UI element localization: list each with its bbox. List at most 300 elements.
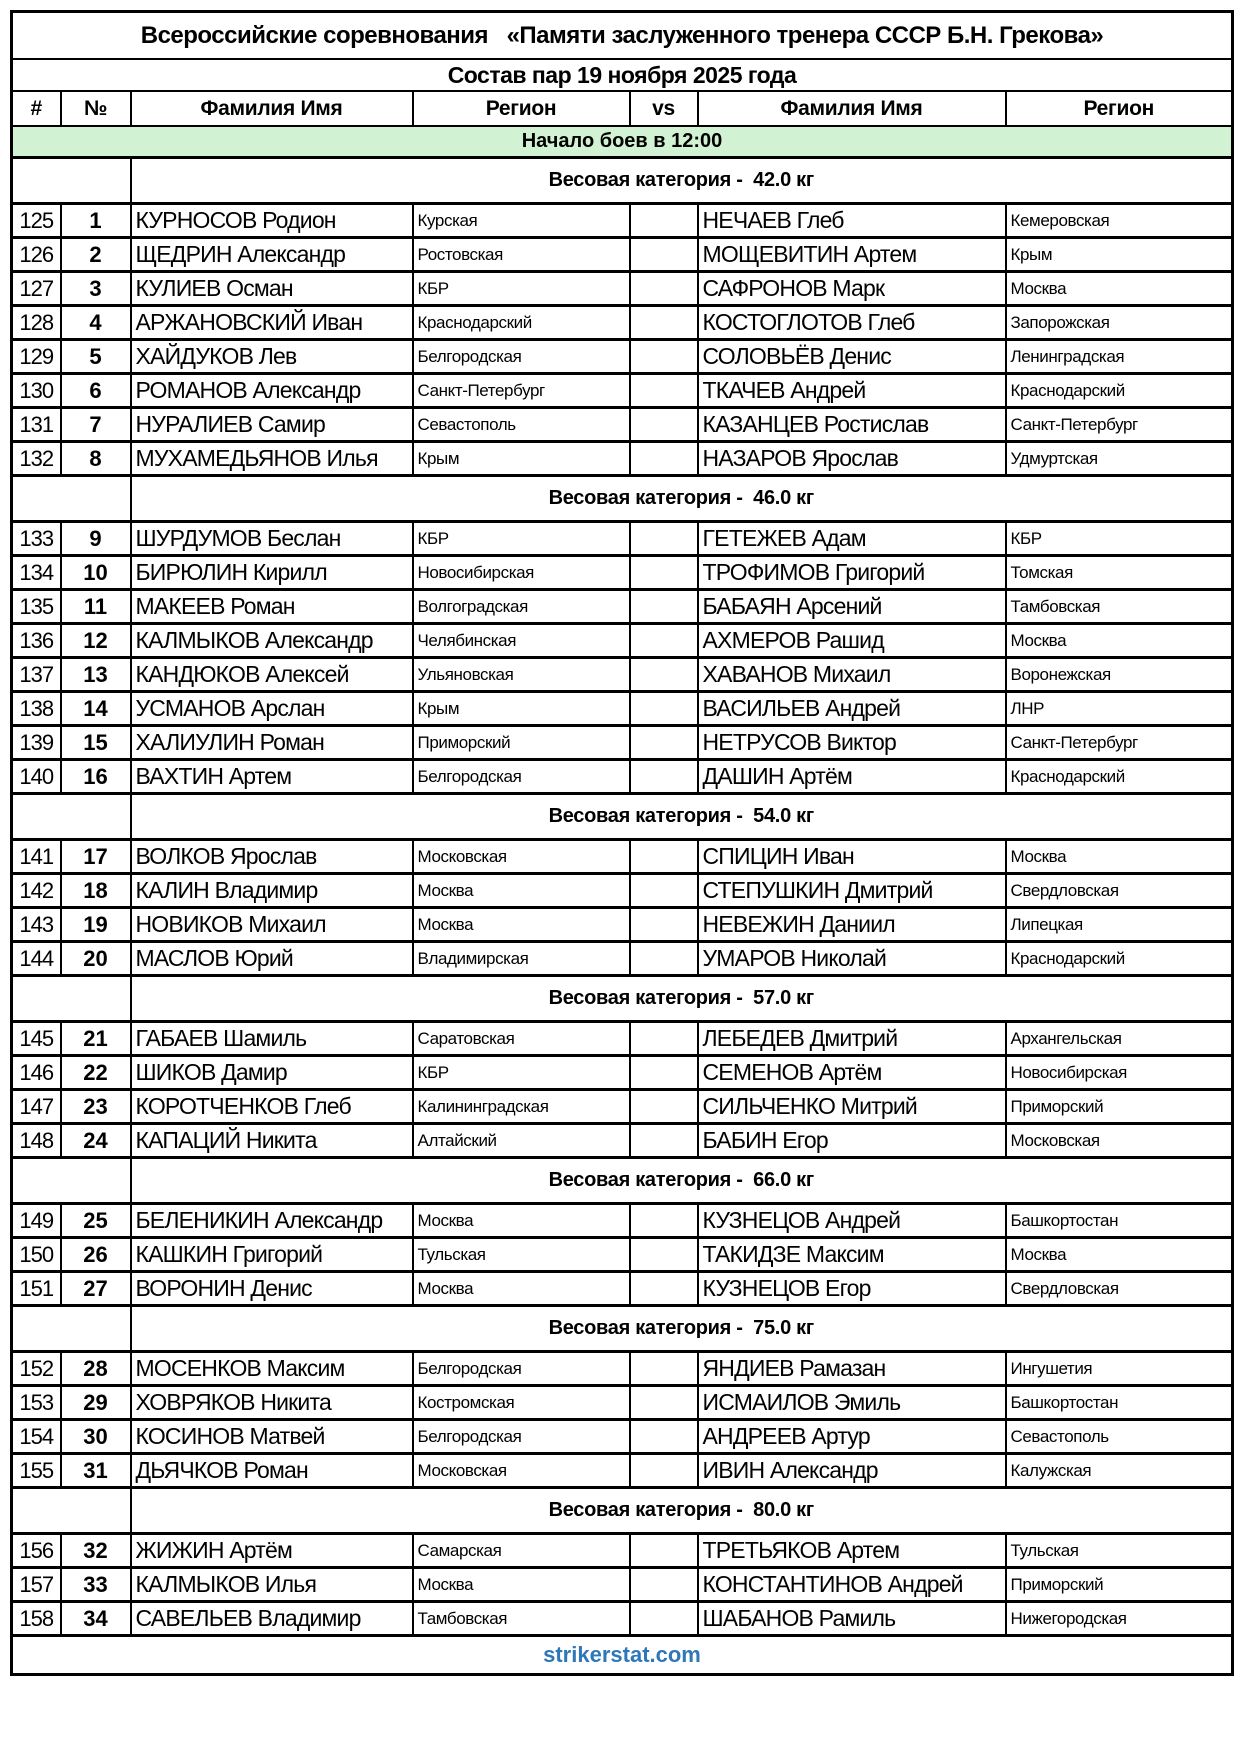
pair-number-cell: 24 [61, 1124, 131, 1158]
bout-row [12, 1352, 1233, 1386]
blue-fighter-name: СОЛОВЬЁВ Денис [698, 340, 1006, 374]
weight-category-title: Весовая категория - 66.0 кг [131, 1158, 1233, 1204]
blue-fighter-name: ШАБАНОВ Рамиль [698, 1602, 1006, 1636]
footer-link[interactable]: strikerstat.com [543, 1642, 701, 1667]
red-fighter-name: РОМАНОВ Александр [131, 374, 413, 408]
vs-cell [630, 874, 698, 908]
blue-fighter-region: Запорожская [1006, 306, 1233, 340]
blue-fighter-region: Удмуртская [1006, 442, 1233, 476]
red-fighter-name: МАКЕЕВ Роман [131, 590, 413, 624]
vs-cell [630, 1124, 698, 1158]
vs-cell [630, 272, 698, 306]
bout-number-cell: 151 [12, 1272, 61, 1306]
pair-number-cell: 17 [61, 840, 131, 874]
red-fighter-region: Санкт-Петербург [413, 374, 630, 408]
blue-fighter-region: Крым [1006, 238, 1233, 272]
bout-row [12, 908, 1233, 942]
vs-cell [630, 1386, 698, 1420]
pairs-table [10, 10, 1234, 1676]
bout-number-cell: 136 [12, 624, 61, 658]
red-fighter-region: Москва [413, 1204, 630, 1238]
red-fighter-region: Приморский [413, 726, 630, 760]
red-fighter-name: КОРОТЧЕНКОВ Глеб [131, 1090, 413, 1124]
bout-number-cell: 134 [12, 556, 61, 590]
vs-cell [630, 1454, 698, 1488]
bout-number-cell: 138 [12, 692, 61, 726]
bout-row [12, 408, 1233, 442]
bout-row [12, 840, 1233, 874]
bout-number-cell: 142 [12, 874, 61, 908]
pair-number-cell: 13 [61, 658, 131, 692]
bout-row [12, 1056, 1233, 1090]
bout-row [12, 1534, 1233, 1568]
weight-category-title: Весовая категория - 80.0 кг [131, 1488, 1233, 1534]
bout-row [12, 1386, 1233, 1420]
red-fighter-region: Московская [413, 840, 630, 874]
red-fighter-name: АРЖАНОВСКИЙ Иван [131, 306, 413, 340]
weight-category-row [12, 476, 1233, 522]
red-fighter-region: Севастополь [413, 408, 630, 442]
bout-number-cell: 154 [12, 1420, 61, 1454]
bout-row [12, 1602, 1233, 1636]
blue-fighter-name: КУЗНЕЦОВ Андрей [698, 1204, 1006, 1238]
footer-cell [12, 1636, 1233, 1675]
start-time-banner: Начало боев в 12:00 [12, 126, 1233, 158]
bout-row [12, 624, 1233, 658]
red-fighter-name: КОСИНОВ Матвей [131, 1420, 413, 1454]
blue-fighter-name: НАЗАРОВ Ярослав [698, 442, 1006, 476]
vs-cell [630, 204, 698, 238]
blue-fighter-region: Свердловская [1006, 874, 1233, 908]
blue-fighter-region: Калужская [1006, 1454, 1233, 1488]
vs-cell [630, 840, 698, 874]
red-fighter-region: Волгоградская [413, 590, 630, 624]
weight-category-row [12, 1158, 1233, 1204]
bout-number-cell: 131 [12, 408, 61, 442]
pair-number-cell: 23 [61, 1090, 131, 1124]
bout-row [12, 1238, 1233, 1272]
pair-number-cell: 1 [61, 204, 131, 238]
red-fighter-region: Москва [413, 908, 630, 942]
vs-cell [630, 340, 698, 374]
red-fighter-name: ВОРОНИН Денис [131, 1272, 413, 1306]
red-fighter-region: Курская [413, 204, 630, 238]
bout-number-cell: 150 [12, 1238, 61, 1272]
category-spacer [12, 1158, 131, 1204]
bout-row [12, 760, 1233, 794]
bout-number-cell: 158 [12, 1602, 61, 1636]
bout-row [12, 306, 1233, 340]
weight-category-row [12, 158, 1233, 204]
red-fighter-name: КУРНОСОВ Родион [131, 204, 413, 238]
bout-number-cell: 156 [12, 1534, 61, 1568]
blue-fighter-region: Архангельская [1006, 1022, 1233, 1056]
col-header-blue-region: Регион [1006, 91, 1233, 126]
weight-category-title: Весовая категория - 75.0 кг [131, 1306, 1233, 1352]
vs-cell [630, 1534, 698, 1568]
pair-number-cell: 19 [61, 908, 131, 942]
bout-number-cell: 153 [12, 1386, 61, 1420]
blue-fighter-region: Новосибирская [1006, 1056, 1233, 1090]
bout-number-cell: 155 [12, 1454, 61, 1488]
vs-cell [630, 522, 698, 556]
vs-cell [630, 1420, 698, 1454]
red-fighter-name: ЖИЖИН Артём [131, 1534, 413, 1568]
blue-fighter-name: ХАВАНОВ Михаил [698, 658, 1006, 692]
red-fighter-name: МАСЛОВ Юрий [131, 942, 413, 976]
category-spacer [12, 476, 131, 522]
blue-fighter-region: Москва [1006, 1238, 1233, 1272]
page-title: Всероссийские соревнования «Памяти заслуженного тренера СССР Б.Н. Грекова» [12, 12, 1233, 60]
blue-fighter-name: АНДРЕЕВ Артур [698, 1420, 1006, 1454]
bout-row [12, 590, 1233, 624]
bout-row [12, 1420, 1233, 1454]
red-fighter-name: ХОВРЯКОВ Никита [131, 1386, 413, 1420]
red-fighter-name: КАЛИН Владимир [131, 874, 413, 908]
bout-row [12, 1454, 1233, 1488]
bout-number-cell: 126 [12, 238, 61, 272]
bout-number-cell: 125 [12, 204, 61, 238]
subtitle-row [12, 59, 1233, 91]
vs-cell [630, 692, 698, 726]
blue-fighter-name: СТЕПУШКИН Дмитрий [698, 874, 1006, 908]
bout-number-cell: 149 [12, 1204, 61, 1238]
pair-number-cell: 14 [61, 692, 131, 726]
pair-number-cell: 22 [61, 1056, 131, 1090]
red-fighter-name: ШУРДУМОВ Беслан [131, 522, 413, 556]
red-fighter-region: Белгородская [413, 1420, 630, 1454]
red-fighter-name: ШИКОВ Дамир [131, 1056, 413, 1090]
vs-cell [630, 726, 698, 760]
red-fighter-region: Новосибирская [413, 556, 630, 590]
red-fighter-region: Владимирская [413, 942, 630, 976]
vs-cell [630, 1602, 698, 1636]
vs-cell [630, 1352, 698, 1386]
blue-fighter-region: КБР [1006, 522, 1233, 556]
red-fighter-name: УСМАНОВ Арслан [131, 692, 413, 726]
blue-fighter-name: ИВИН Александр [698, 1454, 1006, 1488]
bout-number-cell: 157 [12, 1568, 61, 1602]
red-fighter-region: Ульяновская [413, 658, 630, 692]
red-fighter-region: Москва [413, 874, 630, 908]
weight-category-title: Весовая категория - 46.0 кг [131, 476, 1233, 522]
bout-row [12, 658, 1233, 692]
red-fighter-name: ГАБАЕВ Шамиль [131, 1022, 413, 1056]
category-spacer [12, 158, 131, 204]
red-fighter-region: Москва [413, 1272, 630, 1306]
vs-cell [630, 408, 698, 442]
weight-category-row [12, 1488, 1233, 1534]
vs-cell [630, 442, 698, 476]
red-fighter-region: Белгородская [413, 340, 630, 374]
red-fighter-name: ХАЙДУКОВ Лев [131, 340, 413, 374]
red-fighter-region: Самарская [413, 1534, 630, 1568]
col-header-blue-name: Фамилия Имя [698, 91, 1006, 126]
bout-row [12, 1272, 1233, 1306]
table-head [12, 12, 1233, 158]
pair-number-cell: 6 [61, 374, 131, 408]
bout-row [12, 1090, 1233, 1124]
red-fighter-region: Белгородская [413, 760, 630, 794]
pair-number-cell: 30 [61, 1420, 131, 1454]
pair-number-cell: 7 [61, 408, 131, 442]
vs-cell [630, 1568, 698, 1602]
weight-category-row [12, 794, 1233, 840]
col-header-number: # [12, 91, 61, 126]
vs-cell [630, 760, 698, 794]
category-spacer [12, 794, 131, 840]
bout-row [12, 556, 1233, 590]
red-fighter-name: КАЛМЫКОВ Александр [131, 624, 413, 658]
red-fighter-region: КБР [413, 272, 630, 306]
weight-category-title: Весовая категория - 54.0 кг [131, 794, 1233, 840]
red-fighter-region: КБР [413, 1056, 630, 1090]
red-fighter-region: Костромская [413, 1386, 630, 1420]
blue-fighter-region: Свердловская [1006, 1272, 1233, 1306]
blue-fighter-name: КОНСТАНТИНОВ Андрей [698, 1568, 1006, 1602]
pair-number-cell: 11 [61, 590, 131, 624]
vs-cell [630, 1056, 698, 1090]
red-fighter-name: НОВИКОВ Михаил [131, 908, 413, 942]
blue-fighter-name: БАБИН Егор [698, 1124, 1006, 1158]
red-fighter-name: МОСЕНКОВ Максим [131, 1352, 413, 1386]
bout-row [12, 692, 1233, 726]
blue-fighter-name: КУЗНЕЦОВ Егор [698, 1272, 1006, 1306]
bout-row [12, 1022, 1233, 1056]
pair-number-cell: 33 [61, 1568, 131, 1602]
red-fighter-name: САВЕЛЬЕВ Владимир [131, 1602, 413, 1636]
red-fighter-name: МУХАМЕДЬЯНОВ Илья [131, 442, 413, 476]
red-fighter-region: Тамбовская [413, 1602, 630, 1636]
red-fighter-name: ВОЛКОВ Ярослав [131, 840, 413, 874]
bout-number-cell: 144 [12, 942, 61, 976]
blue-fighter-region: Севастополь [1006, 1420, 1233, 1454]
blue-fighter-name: ИСМАИЛОВ Эмиль [698, 1386, 1006, 1420]
red-fighter-region: Тульская [413, 1238, 630, 1272]
vs-cell [630, 306, 698, 340]
bout-row [12, 204, 1233, 238]
blue-fighter-region: Приморский [1006, 1568, 1233, 1602]
bout-number-cell: 130 [12, 374, 61, 408]
red-fighter-region: Крым [413, 692, 630, 726]
red-fighter-region: КБР [413, 522, 630, 556]
blue-fighter-region: Краснодарский [1006, 760, 1233, 794]
red-fighter-name: КУЛИЕВ Осман [131, 272, 413, 306]
bout-number-cell: 148 [12, 1124, 61, 1158]
title-row [12, 12, 1233, 60]
blue-fighter-name: БАБАЯН Арсений [698, 590, 1006, 624]
blue-fighter-name: КАЗАНЦЕВ Ростислав [698, 408, 1006, 442]
vs-cell [630, 942, 698, 976]
bout-row [12, 1204, 1233, 1238]
blue-fighter-region: Нижегородская [1006, 1602, 1233, 1636]
pair-number-cell: 5 [61, 340, 131, 374]
weight-category-title: Весовая категория - 42.0 кг [131, 158, 1233, 204]
blue-fighter-region: Тульская [1006, 1534, 1233, 1568]
bout-number-cell: 143 [12, 908, 61, 942]
bout-row [12, 272, 1233, 306]
category-spacer [12, 1306, 131, 1352]
blue-fighter-name: НЕВЕЖИН Даниил [698, 908, 1006, 942]
blue-fighter-region: Липецкая [1006, 908, 1233, 942]
weight-category-row [12, 976, 1233, 1022]
pair-number-cell: 9 [61, 522, 131, 556]
pair-number-cell: 21 [61, 1022, 131, 1056]
red-fighter-name: КАЛМЫКОВ Илья [131, 1568, 413, 1602]
red-fighter-region: Ростовская [413, 238, 630, 272]
pair-number-cell: 31 [61, 1454, 131, 1488]
pair-number-cell: 32 [61, 1534, 131, 1568]
red-fighter-name: ХАЛИУЛИН Роман [131, 726, 413, 760]
bout-row [12, 874, 1233, 908]
red-fighter-name: НУРАЛИЕВ Самир [131, 408, 413, 442]
red-fighter-region: Москва [413, 1568, 630, 1602]
pair-number-cell: 27 [61, 1272, 131, 1306]
bout-number-cell: 146 [12, 1056, 61, 1090]
blue-fighter-region: Томская [1006, 556, 1233, 590]
bout-row [12, 1568, 1233, 1602]
start-time-row [12, 126, 1233, 158]
blue-fighter-name: ТАКИДЗЕ Максим [698, 1238, 1006, 1272]
blue-fighter-name: КОСТОГЛОТОВ Глеб [698, 306, 1006, 340]
vs-cell [630, 1204, 698, 1238]
col-header-red-name: Фамилия Имя [131, 91, 413, 126]
pair-number-cell: 15 [61, 726, 131, 760]
pair-number-cell: 26 [61, 1238, 131, 1272]
weight-category-row [12, 1306, 1233, 1352]
blue-fighter-region: ЛНР [1006, 692, 1233, 726]
vs-cell [630, 624, 698, 658]
red-fighter-name: ВАХТИН Артем [131, 760, 413, 794]
red-fighter-region: Белгородская [413, 1352, 630, 1386]
bout-number-cell: 133 [12, 522, 61, 556]
bout-row [12, 1124, 1233, 1158]
blue-fighter-region: Воронежская [1006, 658, 1233, 692]
bout-number-cell: 129 [12, 340, 61, 374]
blue-fighter-name: ЯНДИЕВ Рамазан [698, 1352, 1006, 1386]
page-subtitle: Состав пар 19 ноября 2025 года [12, 59, 1233, 91]
bout-number-cell: 127 [12, 272, 61, 306]
blue-fighter-region: Башкортостан [1006, 1204, 1233, 1238]
bout-number-cell: 128 [12, 306, 61, 340]
vs-cell [630, 658, 698, 692]
bout-row [12, 374, 1233, 408]
red-fighter-name: БЕЛЕНИКИН Александр [131, 1204, 413, 1238]
blue-fighter-region: Кемеровская [1006, 204, 1233, 238]
category-spacer [12, 976, 131, 1022]
vs-cell [630, 556, 698, 590]
blue-fighter-name: НЕТРУСОВ Виктор [698, 726, 1006, 760]
blue-fighter-region: Башкортостан [1006, 1386, 1233, 1420]
pair-number-cell: 20 [61, 942, 131, 976]
vs-cell [630, 238, 698, 272]
red-fighter-region: Саратовская [413, 1022, 630, 1056]
weight-category-title: Весовая категория - 57.0 кг [131, 976, 1233, 1022]
red-fighter-region: Крым [413, 442, 630, 476]
vs-cell [630, 1090, 698, 1124]
table-body [12, 158, 1233, 1636]
blue-fighter-region: Москва [1006, 624, 1233, 658]
pair-number-cell: 4 [61, 306, 131, 340]
col-header-vs: vs [630, 91, 698, 126]
red-fighter-name: КАПАЦИЙ Никита [131, 1124, 413, 1158]
blue-fighter-name: МОЩЕВИТИН Артем [698, 238, 1006, 272]
bout-number-cell: 140 [12, 760, 61, 794]
red-fighter-name: КАНДЮКОВ Алексей [131, 658, 413, 692]
bout-number-cell: 135 [12, 590, 61, 624]
blue-fighter-region: Краснодарский [1006, 942, 1233, 976]
pair-number-cell: 8 [61, 442, 131, 476]
bout-number-cell: 137 [12, 658, 61, 692]
bout-row [12, 238, 1233, 272]
pair-number-cell: 29 [61, 1386, 131, 1420]
red-fighter-name: ДЬЯЧКОВ Роман [131, 1454, 413, 1488]
vs-cell [630, 908, 698, 942]
pair-number-cell: 25 [61, 1204, 131, 1238]
bout-number-cell: 147 [12, 1090, 61, 1124]
blue-fighter-region: Московская [1006, 1124, 1233, 1158]
pair-number-cell: 3 [61, 272, 131, 306]
red-fighter-region: Калининградская [413, 1090, 630, 1124]
blue-fighter-name: ТРЕТЬЯКОВ Артем [698, 1534, 1006, 1568]
pair-number-cell: 34 [61, 1602, 131, 1636]
blue-fighter-region: Санкт-Петербург [1006, 726, 1233, 760]
col-header-red-region: Регион [413, 91, 630, 126]
vs-cell [630, 590, 698, 624]
blue-fighter-region: Москва [1006, 840, 1233, 874]
vs-cell [630, 1022, 698, 1056]
blue-fighter-name: СИЛЬЧЕНКО Митрий [698, 1090, 1006, 1124]
pair-number-cell: 16 [61, 760, 131, 794]
blue-fighter-name: НЕЧАЕВ Глеб [698, 204, 1006, 238]
col-header-pair: № [61, 91, 131, 126]
bout-number-cell: 152 [12, 1352, 61, 1386]
vs-cell [630, 1238, 698, 1272]
blue-fighter-name: СЕМЕНОВ Артём [698, 1056, 1006, 1090]
footer-row [12, 1636, 1233, 1675]
blue-fighter-name: ГЕТЕЖЕВ Адам [698, 522, 1006, 556]
red-fighter-region: Московская [413, 1454, 630, 1488]
blue-fighter-region: Краснодарский [1006, 374, 1233, 408]
bout-number-cell: 145 [12, 1022, 61, 1056]
pair-number-cell: 10 [61, 556, 131, 590]
bout-row [12, 942, 1233, 976]
blue-fighter-name: ДАШИН Артём [698, 760, 1006, 794]
blue-fighter-name: ТРОФИМОВ Григорий [698, 556, 1006, 590]
blue-fighter-name: АХМЕРОВ Рашид [698, 624, 1006, 658]
bout-row [12, 522, 1233, 556]
bout-number-cell: 139 [12, 726, 61, 760]
bout-row [12, 726, 1233, 760]
blue-fighter-region: Ленинградская [1006, 340, 1233, 374]
red-fighter-region: Алтайский [413, 1124, 630, 1158]
vs-cell [630, 374, 698, 408]
pair-number-cell: 18 [61, 874, 131, 908]
blue-fighter-region: Ингушетия [1006, 1352, 1233, 1386]
blue-fighter-region: Санкт-Петербург [1006, 408, 1233, 442]
red-fighter-region: Челябинская [413, 624, 630, 658]
red-fighter-region: Краснодарский [413, 306, 630, 340]
bout-number-cell: 141 [12, 840, 61, 874]
bout-row [12, 442, 1233, 476]
blue-fighter-name: УМАРОВ Николай [698, 942, 1006, 976]
column-header-row [12, 91, 1233, 126]
blue-fighter-region: Приморский [1006, 1090, 1233, 1124]
pair-number-cell: 2 [61, 238, 131, 272]
red-fighter-name: КАШКИН Григорий [131, 1238, 413, 1272]
category-spacer [12, 1488, 131, 1534]
pair-number-cell: 12 [61, 624, 131, 658]
